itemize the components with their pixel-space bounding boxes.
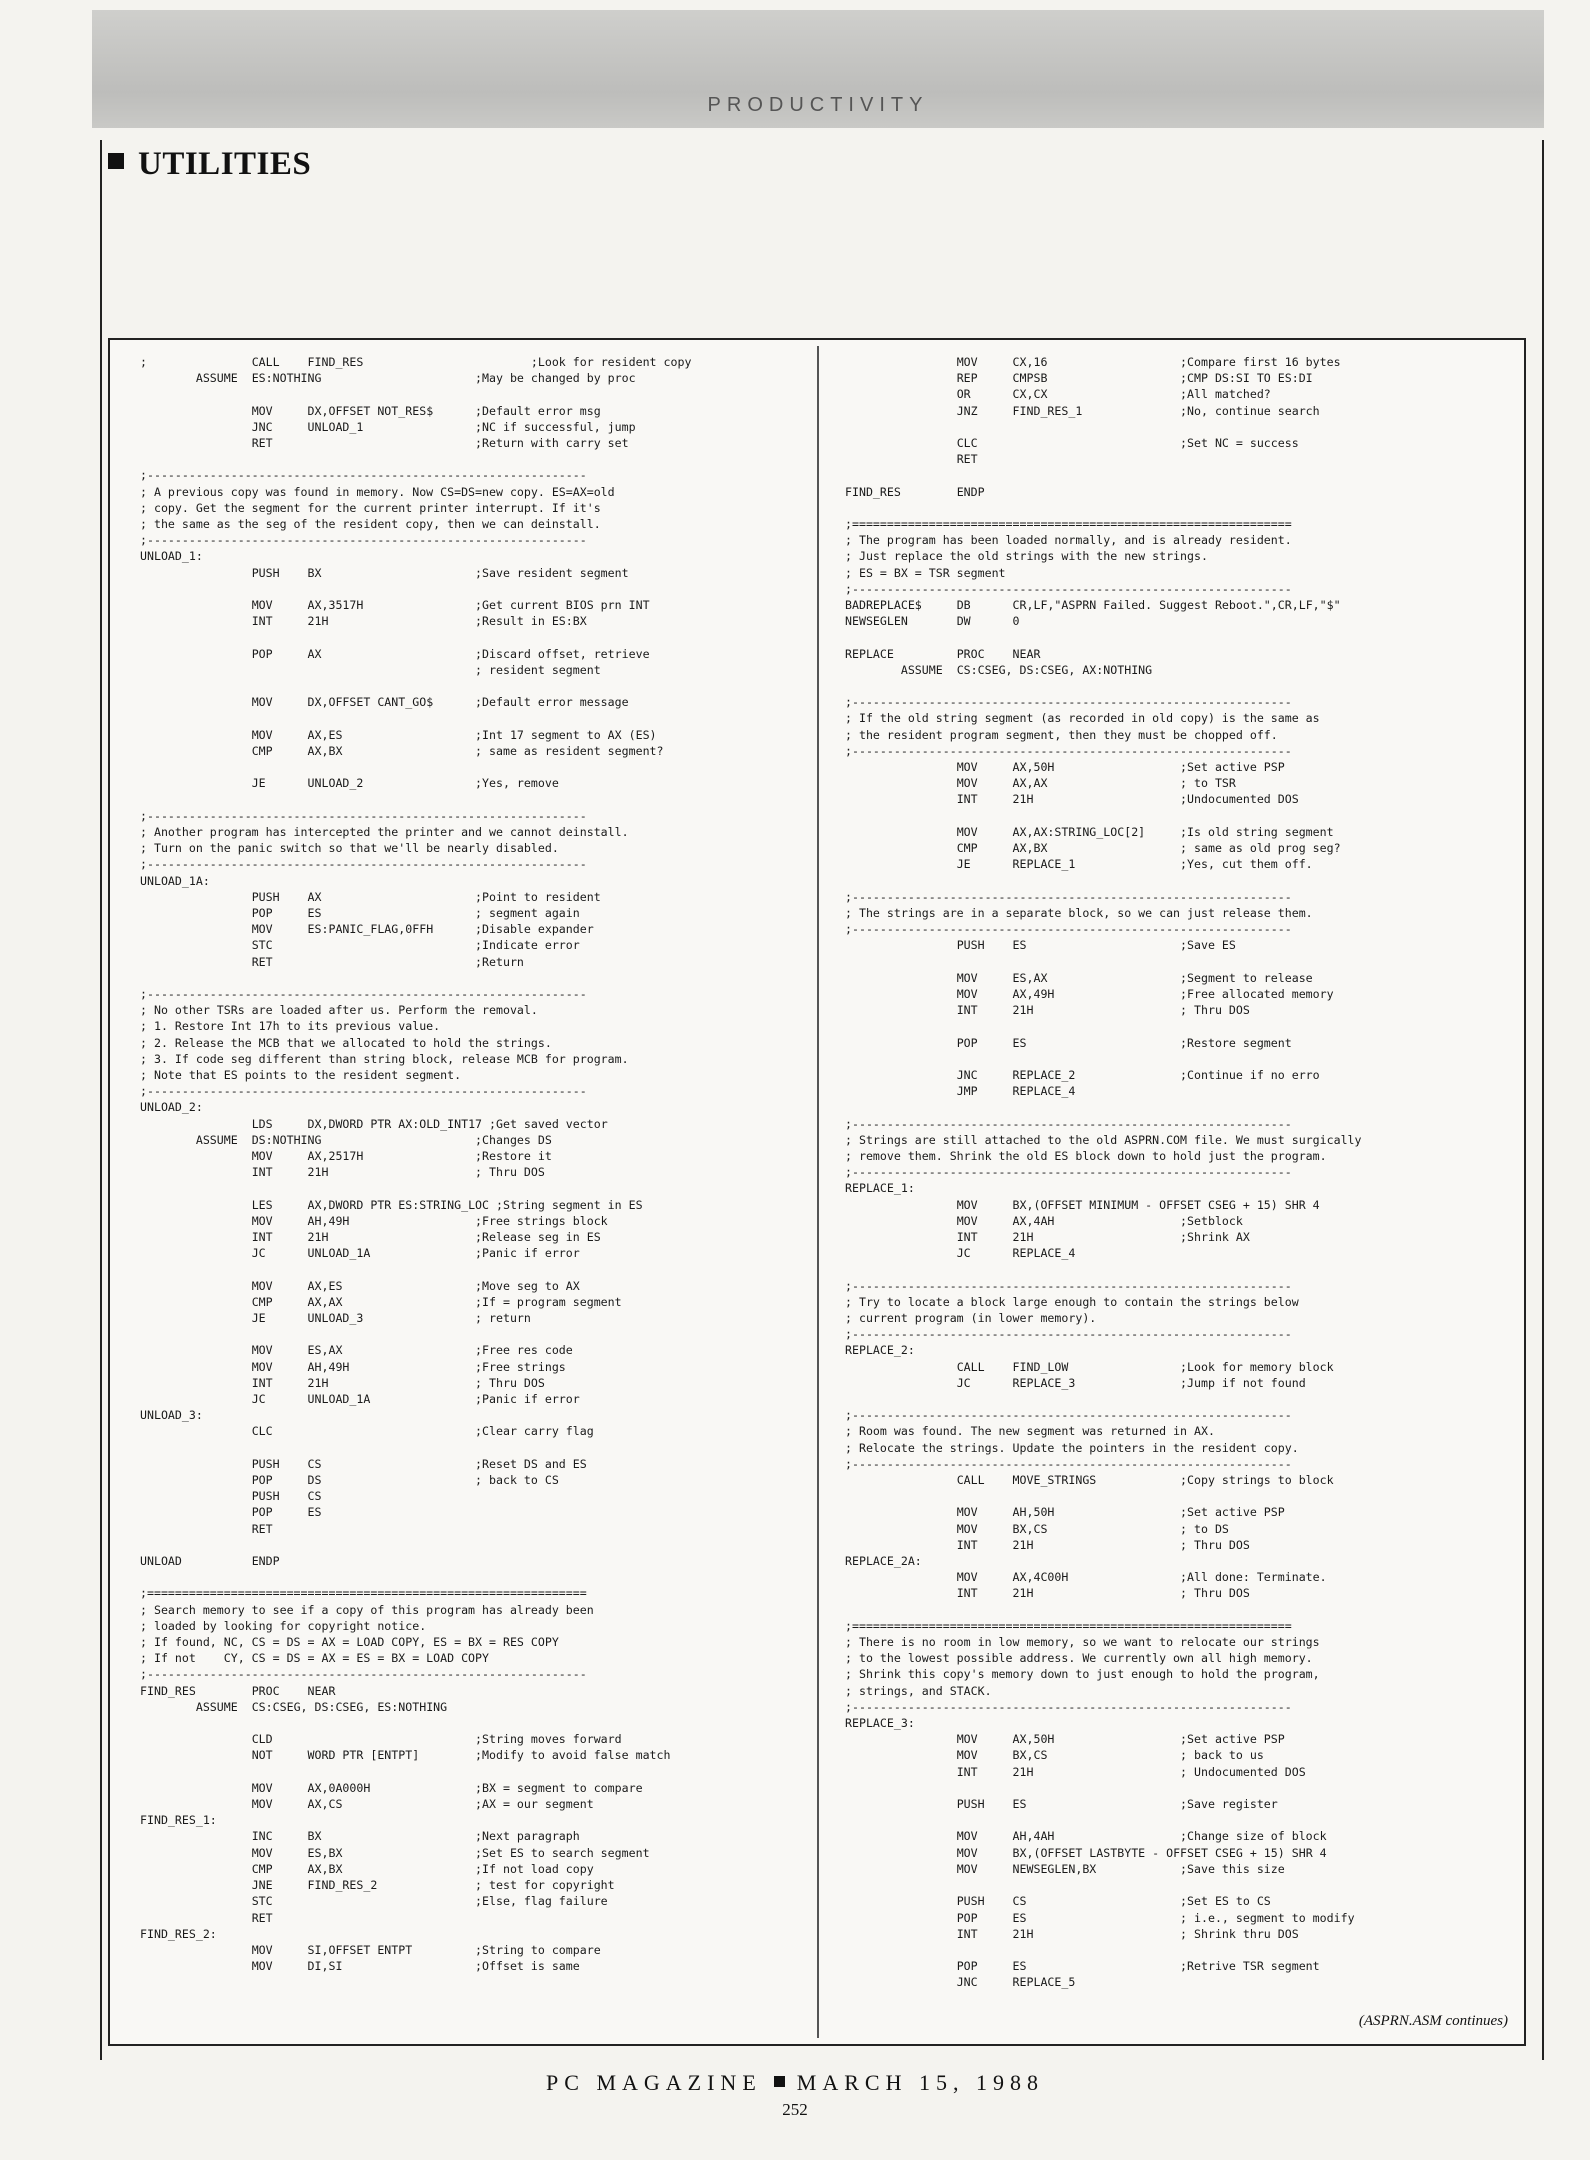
section-title — [108, 146, 311, 183]
square-bullet-icon — [774, 2076, 785, 2087]
page-number: 252 — [782, 2100, 808, 2119]
section-title-text: UTILITIES — [138, 146, 312, 182]
continues-note: (ASPRN.ASM continues) — [1358, 2013, 1508, 2029]
code-left: ; CALL FIND_RES ;Look for resident copy ASSUME ES:NOTHING ;May be changed by proc MOV DX,OFFSET NOT_RES$ ;Default error msg JNC UNLOAD_1 ;NC if successful, jump RET ;Return with carry set ;--------------------------------------------------------------- ; A previous copy was found in memory. Now CS=DS=new copy. ES=AX=old ; copy. Get the segment for the current printer interrupt. If it's ; the same as the seg of the resident copy, then we can deinstall. ;--------------------------------------------------------------- UNLOAD_1: PUSH BX ;Save resident segment MOV AX,3517H ;Get current BIOS prn INT INT 21H ;Result in ES:BX POP AX ;Discard offset, retrieve ; resident segment MOV DX,OFFSET CANT_GO$ ;Default error message MOV AX,ES ;Int 17 segment to AX (ES) CMP AX,BX ; same as resident segment? JE UNLOAD_2 ;Yes, remove ;--------------------------------------------------------------- ; Another program has intercepted the printer and we cannot deinstall. ; Turn on the panic switch so that we'll be nearly disabled. ;--------------------------------------------------------------- UNLOAD_1A: PUSH AX ;Point to resident POP ES ; segment again MOV ES:PANIC_FLAG,0FFH ;Disable expander STC ;Indicate error RET ;Return ;--------------------------------------------------------------- ; No other TSRs are loaded after us. Perform the removal. ; 1. Restore Int 17h to its previous value. ; 2. Release the MCB that we allocated to hold the strings. ; 3. If code seg different than string block, release MCB for program. ; Note that ES points to the resident segment. ;--------------------------------------------------------------- UNLOAD_2: LDS DX,DWORD PTR AX:OLD_INT17 ;Get saved vector ASSUME DS:NOTHING ;Changes DS MOV AX,2517H ;Restore it INT 21H ; Thru DOS LES AX,DWORD PTR ES:STRING_LOC ;String segment in ES MOV AH,49H ;Free strings block INT 21H ;Release seg in ES JC UNLOAD_1A ;Panic if error MOV AX,ES ;Move seg to AX CMP AX,AX ;If = program segment JE UNLOAD_3 ; return MOV ES,AX ;Free res code MOV AH,49H ;Free strings INT 21H ; Thru DOS JC UNLOAD_1A ;Panic if error UNLOAD_3: CLC ;Clear carry flag PUSH CS ;Reset DS and ES POP DS ; back to CS PUSH CS POP ES RET UNLOAD ENDP ;=============================================================== ; Search memory to see if a copy of this program has already been ; loaded by looking for copyright notice. ; If found, NC, CS = DS = AX = LOAD COPY, ES = BX = RES COPY ; If not CY, CS = DS = AX = ES = BX = LOAD COPY ;--------------------------------------------------------------- FIND_RES PROC NEAR ASSUME CS:CSEG, DS:CSEG, ES:NOTHING CLD ;String moves forward NOT WORD PTR [ENTPT] ;Modify to avoid false match MOV AX,0A000H ;BX = segment to compare MOV AX,CS ;AX = our segment FIND_RES_1: INC BX ;Next paragraph MOV ES,BX ;Set ES to search segment CMP AX,BX ;If not load copy JNE FIND_RES_2 ; test for copyright STC ;Else, flag failure RET FIND_RES_2: MOV SI,OFFSET ENTPT ;String to compare MOV DI,SI ;Offset is same — [140, 355, 692, 1974]
page-footer — [0, 2070, 1590, 2096]
square-bullet-icon — [108, 153, 124, 169]
banner-label: PRODUCTIVITY — [707, 94, 929, 116]
code-right: MOV CX,16 ;Compare first 16 bytes REP CMPSB ;CMP DS:SI TO ES:DI OR CX,CX ;All matched? JNZ FIND_RES_1 ;No, continue search CLC ;Set NC = success RET FIND_RES ENDP ;=============================================================== ; The program has been loaded normally, and is already resident. ; Just replace the old strings with the new strings. ; ES = BX = TSR segment ;--------------------------------------------------------------- BADREPLACE$ DB CR,LF,"ASPRN Failed. Suggest Reboot.",CR,LF,"$" NEWSEGLEN DW 0 REPLACE PROC NEAR ASSUME CS:CSEG, DS:CSEG, AX:NOTHING ;--------------------------------------------------------------- ; If the old string segment (as recorded in old copy) is the same as ; the resident program segment, then they must be chopped off. ;--------------------------------------------------------------- MOV AX,50H ;Set active PSP MOV AX,AX ; to TSR INT 21H ;Undocumented DOS MOV AX,AX:STRING_LOC[2] ;Is old string segment CMP AX,BX ; same as old prog seg? JE REPLACE_1 ;Yes, cut them off. ;--------------------------------------------------------------- ; The strings are in a separate block, so we can just release them. ;--------------------------------------------------------------- PUSH ES ;Save ES MOV ES,AX ;Segment to release MOV AX,49H ;Free allocated memory INT 21H ; Thru DOS POP ES ;Restore segment JNC REPLACE_2 ;Continue if no erro JMP REPLACE_4 ;--------------------------------------------------------------- ; Strings are still attached to the old ASPRN.COM file. We must surgically ; remove them. Shrink the old ES block down to hold just the program. ;--------------------------------------------------------------- REPLACE_1: MOV BX,(OFFSET MINIMUM - OFFSET CSEG + 15) SHR 4 MOV AX,4AH ;Setblock INT 21H ;Shrink AX JC REPLACE_4 ;--------------------------------------------------------------- ; Try to locate a block large enough to contain the strings below ; current program (in lower memory). ;--------------------------------------------------------------- REPLACE_2: CALL FIND_LOW ;Look for memory block JC REPLACE_3 ;Jump if not found ;--------------------------------------------------------------- ; Room was found. The new segment was returned in AX. ; Relocate the strings. Update the pointers in the resident copy. ;--------------------------------------------------------------- CALL MOVE_STRINGS ;Copy strings to block MOV AH,50H ;Set active PSP MOV BX,CS ; to DS INT 21H ; Thru DOS REPLACE_2A: MOV AX,4C00H ;All done: Terminate. INT 21H ; Thru DOS ;=============================================================== ; There is no room in low memory, so we want to relocate our strings ; to the lowest possible address. We currently own all high memory. ; Shrink this copy's memory down to just enough to hold the program, ; strings, and STACK. ;--------------------------------------------------------------- REPLACE_3: MOV AX,50H ;Set active PSP MOV BX,CS ; back to us INT 21H ; Undocumented DOS PUSH ES ;Save register MOV AH,4AH ;Change size of block MOV BX,(OFFSET LASTBYTE - OFFSET CSEG + 15) SHR 4 MOV NEWSEGLEN,BX ;Save this size PUSH CS ;Set ES to CS POP ES ; i.e., segment to modify INT 21H ; Shrink thru DOS POP ES ;Retrive TSR segment JNC REPLACE_5 — [845, 355, 1362, 1990]
code-listing-box — [108, 338, 1526, 2046]
footer-magazine: PC MAGAZINE — [546, 2070, 762, 2095]
header-banner — [92, 10, 1544, 128]
footer-date: MARCH 15, 1988 — [796, 2070, 1044, 2095]
code-column-left — [140, 354, 820, 2034]
column-divider — [817, 346, 819, 2038]
code-column-right — [845, 354, 1525, 2034]
